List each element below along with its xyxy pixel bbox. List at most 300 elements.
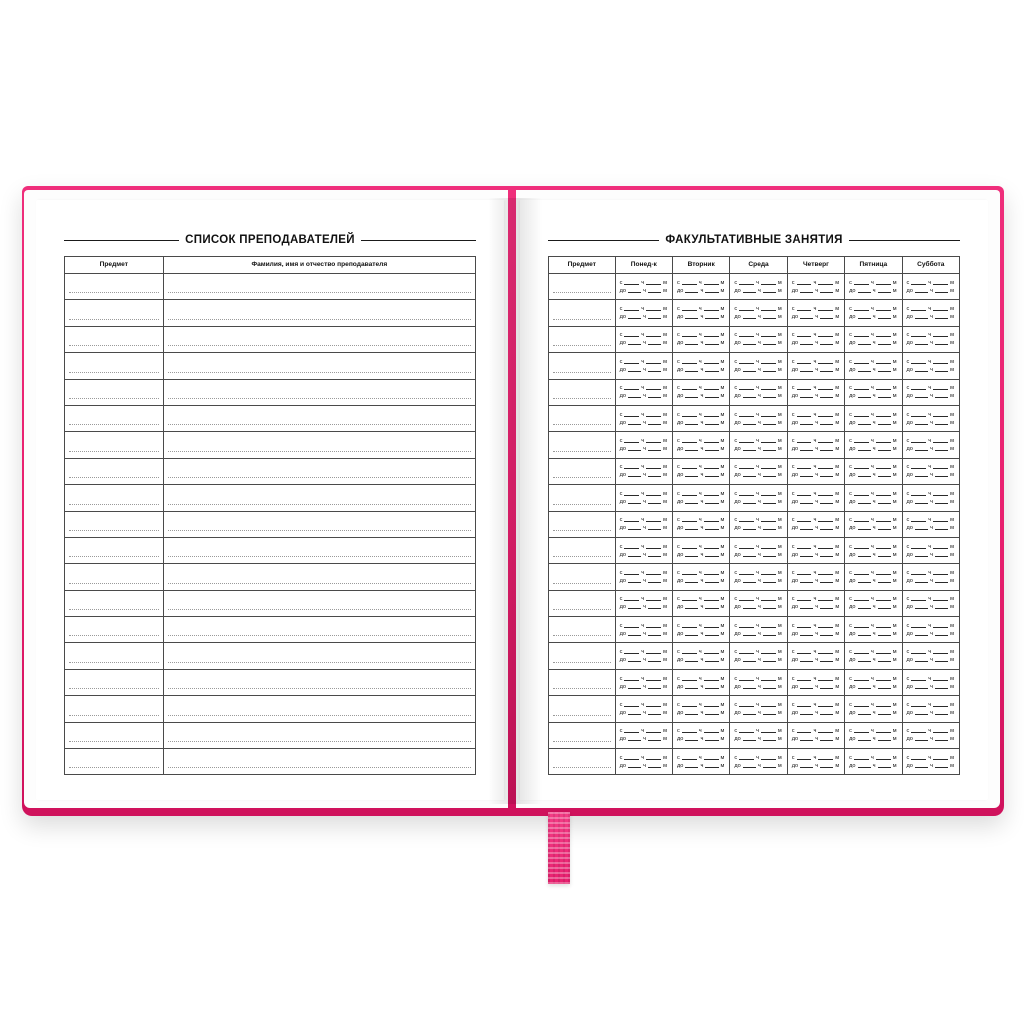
table-row[interactable] [549,669,960,695]
facultative-time-cell[interactable] [672,537,729,563]
facultative-time-cell[interactable] [615,353,672,379]
teacher-name-cell[interactable] [163,485,475,511]
teacher-name-cell[interactable] [163,300,475,326]
facultative-time-cell[interactable] [902,564,959,590]
time-line[interactable]: с ч м [906,279,954,286]
table-row[interactable] [549,405,960,431]
facultative-time-cell[interactable] [615,564,672,590]
time-line[interactable]: с ч м [734,569,782,576]
facultative-subject-cell[interactable] [549,274,616,300]
time-line[interactable]: с ч м [791,358,840,365]
table-row[interactable] [65,485,476,511]
time-line[interactable]: с ч м [676,279,725,286]
time-line[interactable]: с ч м [849,649,897,656]
time-line[interactable]: до ч м [906,340,955,347]
teacher-name-cell[interactable] [163,326,475,352]
time-line[interactable]: с ч м [619,701,667,708]
time-line[interactable]: до ч м [734,314,782,321]
time-line[interactable]: с ч м [734,332,782,339]
facultative-time-cell[interactable] [615,669,672,695]
time-line[interactable]: с ч м [791,438,840,445]
facultative-subject-cell[interactable] [549,353,616,379]
time-line[interactable]: с ч м [791,464,840,471]
time-line[interactable]: с ч м [849,728,897,735]
facultative-subject-cell[interactable] [549,379,616,405]
time-line[interactable]: до ч м [906,762,955,769]
facultative-time-cell[interactable] [845,326,902,352]
time-line[interactable]: с ч м [791,728,840,735]
time-line[interactable]: с ч м [791,649,840,656]
time-line[interactable]: до ч м [734,762,782,769]
table-row[interactable] [549,643,960,669]
time-line[interactable]: до ч м [849,604,897,611]
time-line[interactable]: до ч м [734,340,782,347]
table-row[interactable] [65,353,476,379]
facultative-time-cell[interactable] [845,379,902,405]
teacher-subject-cell[interactable] [65,537,164,563]
time-line[interactable]: до ч м [906,472,955,479]
time-line[interactable]: до ч м [849,419,897,426]
time-line[interactable]: до ч м [791,498,840,505]
facultative-subject-cell[interactable] [549,749,616,775]
facultative-time-cell[interactable] [672,617,729,643]
time-line[interactable]: до ч м [849,577,897,584]
time-line[interactable]: до ч м [619,446,667,453]
time-line[interactable]: до ч м [676,577,725,584]
time-line[interactable]: с ч м [734,279,782,286]
facultative-time-cell[interactable] [845,590,902,616]
time-line[interactable]: с ч м [906,517,954,524]
time-line[interactable]: до ч м [676,604,725,611]
facultative-time-cell[interactable] [672,379,729,405]
time-line[interactable]: с ч м [906,306,954,313]
time-line[interactable]: до ч м [906,657,955,664]
time-line[interactable]: до ч м [791,472,840,479]
table-row[interactable] [549,590,960,616]
time-line[interactable]: с ч м [676,490,725,497]
facultative-time-cell[interactable] [615,722,672,748]
facultative-subject-cell[interactable] [549,326,616,352]
table-row[interactable] [65,749,476,775]
facultative-time-cell[interactable] [787,485,844,511]
teacher-subject-cell[interactable] [65,458,164,484]
teacher-subject-cell[interactable] [65,300,164,326]
table-row[interactable] [549,696,960,722]
time-line[interactable]: с ч м [734,754,782,761]
facultative-time-cell[interactable] [787,274,844,300]
table-row[interactable] [65,669,476,695]
time-line[interactable]: с ч м [791,279,840,286]
time-line[interactable]: с ч м [734,411,782,418]
facultative-time-cell[interactable] [672,722,729,748]
time-line[interactable]: до ч м [849,340,897,347]
time-line[interactable]: с ч м [676,569,725,576]
time-line[interactable]: с ч м [676,385,725,392]
facultative-time-cell[interactable] [730,274,787,300]
facultative-time-cell[interactable] [615,511,672,537]
facultative-time-cell[interactable] [845,405,902,431]
time-line[interactable]: до ч м [791,709,840,716]
time-line[interactable]: с ч м [906,332,954,339]
time-line[interactable]: с ч м [849,438,897,445]
time-line[interactable]: с ч м [619,754,667,761]
facultative-time-cell[interactable] [730,300,787,326]
time-line[interactable]: с ч м [791,675,840,682]
time-line[interactable]: с ч м [906,358,954,365]
time-line[interactable]: с ч м [619,649,667,656]
facultative-time-cell[interactable] [845,749,902,775]
time-line[interactable]: до ч м [734,709,782,716]
facultative-time-cell[interactable] [730,379,787,405]
time-line[interactable]: до ч м [906,366,955,373]
facultative-time-cell[interactable] [672,590,729,616]
facultative-time-cell[interactable] [845,669,902,695]
teacher-name-cell[interactable] [163,590,475,616]
teacher-name-cell[interactable] [163,432,475,458]
time-line[interactable]: до ч м [676,472,725,479]
time-line[interactable]: до ч м [849,762,897,769]
table-row[interactable] [65,537,476,563]
time-line[interactable]: с ч м [906,754,954,761]
time-line[interactable]: с ч м [734,543,782,550]
teacher-subject-cell[interactable] [65,432,164,458]
time-line[interactable]: с ч м [906,411,954,418]
time-line[interactable]: с ч м [619,464,667,471]
time-line[interactable]: до ч м [676,630,725,637]
facultative-time-cell[interactable] [902,405,959,431]
time-line[interactable]: до ч м [619,736,667,743]
time-line[interactable]: до ч м [906,287,955,294]
time-line[interactable]: с ч м [906,701,954,708]
time-line[interactable]: до ч м [849,314,897,321]
facultative-time-cell[interactable] [787,379,844,405]
time-line[interactable]: до ч м [849,446,897,453]
table-row[interactable] [549,379,960,405]
time-line[interactable]: с ч м [849,464,897,471]
table-row[interactable] [549,432,960,458]
time-line[interactable]: с ч м [906,622,954,629]
facultative-time-cell[interactable] [615,379,672,405]
facultative-time-cell[interactable] [845,617,902,643]
facultative-time-cell[interactable] [787,300,844,326]
time-line[interactable]: с ч м [791,596,840,603]
time-line[interactable]: с ч м [619,411,667,418]
time-line[interactable]: до ч м [734,419,782,426]
time-line[interactable]: до ч м [791,340,840,347]
time-line[interactable]: до ч м [676,551,725,558]
facultative-time-cell[interactable] [787,749,844,775]
time-line[interactable]: до ч м [791,393,840,400]
time-line[interactable]: до ч м [676,446,725,453]
facultative-time-cell[interactable] [672,353,729,379]
table-row[interactable] [65,379,476,405]
facultative-time-cell[interactable] [730,749,787,775]
time-line[interactable]: до ч м [619,657,667,664]
time-line[interactable]: до ч м [906,314,955,321]
facultative-subject-cell[interactable] [549,300,616,326]
time-line[interactable]: с ч м [619,728,667,735]
table-row[interactable] [65,458,476,484]
facultative-time-cell[interactable] [615,749,672,775]
time-line[interactable]: до ч м [791,419,840,426]
time-line[interactable]: с ч м [734,306,782,313]
time-line[interactable]: с ч м [619,675,667,682]
time-line[interactable]: с ч м [849,385,897,392]
time-line[interactable]: с ч м [619,622,667,629]
facultative-time-cell[interactable] [672,669,729,695]
time-line[interactable]: с ч м [619,517,667,524]
time-line[interactable]: с ч м [676,675,725,682]
teacher-subject-cell[interactable] [65,696,164,722]
facultative-time-cell[interactable] [672,485,729,511]
table-row[interactable] [65,564,476,590]
facultative-time-cell[interactable] [730,326,787,352]
facultative-subject-cell[interactable] [549,537,616,563]
time-line[interactable]: до ч м [849,683,897,690]
facultative-time-cell[interactable] [615,300,672,326]
time-line[interactable]: до ч м [676,366,725,373]
time-line[interactable]: до ч м [619,683,667,690]
time-line[interactable]: до ч м [676,340,725,347]
time-line[interactable]: с ч м [849,754,897,761]
facultative-subject-cell[interactable] [549,405,616,431]
time-line[interactable]: до ч м [676,762,725,769]
time-line[interactable]: до ч м [676,314,725,321]
facultative-time-cell[interactable] [672,274,729,300]
time-line[interactable]: до ч м [619,340,667,347]
table-row[interactable] [65,432,476,458]
facultative-time-cell[interactable] [787,511,844,537]
time-line[interactable]: с ч м [906,649,954,656]
time-line[interactable]: с ч м [849,569,897,576]
time-line[interactable]: до ч м [906,525,955,532]
facultative-time-cell[interactable] [845,458,902,484]
facultative-time-cell[interactable] [730,643,787,669]
table-row[interactable] [549,617,960,643]
teacher-subject-cell[interactable] [65,722,164,748]
time-line[interactable]: с ч м [676,543,725,550]
time-line[interactable]: с ч м [676,464,725,471]
teacher-name-cell[interactable] [163,537,475,563]
table-row[interactable] [549,458,960,484]
table-row[interactable] [65,617,476,643]
time-line[interactable]: до ч м [791,287,840,294]
facultative-time-cell[interactable] [672,432,729,458]
time-line[interactable]: с ч м [791,569,840,576]
time-line[interactable]: до ч м [849,525,897,532]
time-line[interactable]: с ч м [619,332,667,339]
time-line[interactable]: до ч м [734,736,782,743]
time-line[interactable]: с ч м [734,728,782,735]
time-line[interactable]: до ч м [791,657,840,664]
facultative-time-cell[interactable] [615,590,672,616]
facultative-time-cell[interactable] [615,643,672,669]
facultative-time-cell[interactable] [845,696,902,722]
time-line[interactable]: до ч м [791,762,840,769]
facultative-time-cell[interactable] [902,669,959,695]
time-line[interactable]: до ч м [676,657,725,664]
facultative-time-cell[interactable] [787,696,844,722]
table-row[interactable] [549,353,960,379]
table-row[interactable] [65,722,476,748]
teacher-name-cell[interactable] [163,274,475,300]
facultative-time-cell[interactable] [845,485,902,511]
facultative-subject-cell[interactable] [549,511,616,537]
teacher-subject-cell[interactable] [65,590,164,616]
time-line[interactable]: до ч м [791,314,840,321]
time-line[interactable]: до ч м [791,577,840,584]
teacher-subject-cell[interactable] [65,405,164,431]
facultative-time-cell[interactable] [902,617,959,643]
table-row[interactable] [65,274,476,300]
facultative-subject-cell[interactable] [549,696,616,722]
time-line[interactable]: с ч м [906,438,954,445]
time-line[interactable]: с ч м [676,411,725,418]
facultative-time-cell[interactable] [902,353,959,379]
teacher-subject-cell[interactable] [65,274,164,300]
facultative-time-cell[interactable] [615,617,672,643]
time-line[interactable]: с ч м [849,596,897,603]
teacher-name-cell[interactable] [163,353,475,379]
time-line[interactable]: с ч м [734,596,782,603]
time-line[interactable]: с ч м [791,622,840,629]
time-line[interactable]: до ч м [619,525,667,532]
time-line[interactable]: до ч м [619,314,667,321]
time-line[interactable]: до ч м [791,630,840,637]
facultative-time-cell[interactable] [902,749,959,775]
time-line[interactable]: до ч м [676,709,725,716]
time-line[interactable]: с ч м [906,490,954,497]
time-line[interactable]: с ч м [619,596,667,603]
time-line[interactable]: до ч м [734,525,782,532]
time-line[interactable]: с ч м [734,358,782,365]
time-line[interactable]: с ч м [906,596,954,603]
table-row[interactable] [549,722,960,748]
time-line[interactable]: с ч м [734,438,782,445]
time-line[interactable]: с ч м [734,701,782,708]
time-line[interactable]: с ч м [791,754,840,761]
time-line[interactable]: до ч м [906,683,955,690]
time-line[interactable]: с ч м [849,279,897,286]
time-line[interactable]: до ч м [849,498,897,505]
time-line[interactable]: до ч м [734,287,782,294]
time-line[interactable]: до ч м [619,604,667,611]
facultative-time-cell[interactable] [730,511,787,537]
teacher-name-cell[interactable] [163,379,475,405]
time-line[interactable]: до ч м [791,604,840,611]
time-line[interactable]: до ч м [906,419,955,426]
table-row[interactable] [549,326,960,352]
facultative-time-cell[interactable] [672,511,729,537]
time-line[interactable]: до ч м [619,762,667,769]
facultative-time-cell[interactable] [615,274,672,300]
time-line[interactable]: до ч м [791,446,840,453]
facultative-time-cell[interactable] [730,669,787,695]
time-line[interactable]: до ч м [791,736,840,743]
time-line[interactable]: с ч м [619,385,667,392]
time-line[interactable]: до ч м [734,604,782,611]
time-line[interactable]: до ч м [906,604,955,611]
time-line[interactable]: с ч м [906,675,954,682]
time-line[interactable]: до ч м [619,630,667,637]
time-line[interactable]: до ч м [906,577,955,584]
time-line[interactable]: до ч м [734,683,782,690]
facultative-time-cell[interactable] [787,669,844,695]
time-line[interactable]: до ч м [906,393,955,400]
facultative-time-cell[interactable] [672,326,729,352]
time-line[interactable]: с ч м [791,332,840,339]
facultative-time-cell[interactable] [730,564,787,590]
time-line[interactable]: с ч м [676,596,725,603]
time-line[interactable]: с ч м [906,569,954,576]
time-line[interactable]: с ч м [676,517,725,524]
time-line[interactable]: до ч м [906,551,955,558]
facultative-time-cell[interactable] [615,696,672,722]
teacher-subject-cell[interactable] [65,485,164,511]
facultative-subject-cell[interactable] [549,722,616,748]
time-line[interactable]: до ч м [676,525,725,532]
time-line[interactable]: до ч м [849,393,897,400]
facultative-time-cell[interactable] [787,722,844,748]
table-row[interactable] [65,326,476,352]
teacher-subject-cell[interactable] [65,511,164,537]
time-line[interactable]: до ч м [906,630,955,637]
time-line[interactable]: до ч м [734,630,782,637]
facultative-time-cell[interactable] [672,300,729,326]
time-line[interactable]: с ч м [676,332,725,339]
time-line[interactable]: с ч м [619,306,667,313]
time-line[interactable]: с ч м [676,754,725,761]
time-line[interactable]: до ч м [849,736,897,743]
facultative-subject-cell[interactable] [549,564,616,590]
time-line[interactable]: до ч м [619,577,667,584]
time-line[interactable]: до ч м [906,709,955,716]
teacher-name-cell[interactable] [163,696,475,722]
time-line[interactable]: с ч м [849,411,897,418]
facultative-subject-cell[interactable] [549,617,616,643]
table-row[interactable] [65,643,476,669]
table-row[interactable] [65,511,476,537]
time-line[interactable]: с ч м [849,358,897,365]
time-line[interactable]: с ч м [619,358,667,365]
time-line[interactable]: с ч м [734,675,782,682]
time-line[interactable]: с ч м [619,543,667,550]
teacher-name-cell[interactable] [163,617,475,643]
teacher-name-cell[interactable] [163,458,475,484]
teacher-subject-cell[interactable] [65,617,164,643]
time-line[interactable]: до ч м [676,736,725,743]
time-line[interactable]: до ч м [906,736,955,743]
facultative-time-cell[interactable] [902,722,959,748]
time-line[interactable]: до ч м [734,657,782,664]
facultative-time-cell[interactable] [730,458,787,484]
time-line[interactable]: с ч м [676,649,725,656]
time-line[interactable]: с ч м [619,279,667,286]
facultative-time-cell[interactable] [787,458,844,484]
facultative-time-cell[interactable] [615,405,672,431]
facultative-time-cell[interactable] [672,405,729,431]
time-line[interactable]: до ч м [734,577,782,584]
time-line[interactable]: до ч м [734,446,782,453]
facultative-time-cell[interactable] [615,326,672,352]
time-line[interactable]: с ч м [906,385,954,392]
facultative-time-cell[interactable] [672,643,729,669]
time-line[interactable]: с ч м [849,517,897,524]
teacher-subject-cell[interactable] [65,669,164,695]
time-line[interactable]: с ч м [849,332,897,339]
facultative-time-cell[interactable] [615,432,672,458]
time-line[interactable]: до ч м [619,366,667,373]
